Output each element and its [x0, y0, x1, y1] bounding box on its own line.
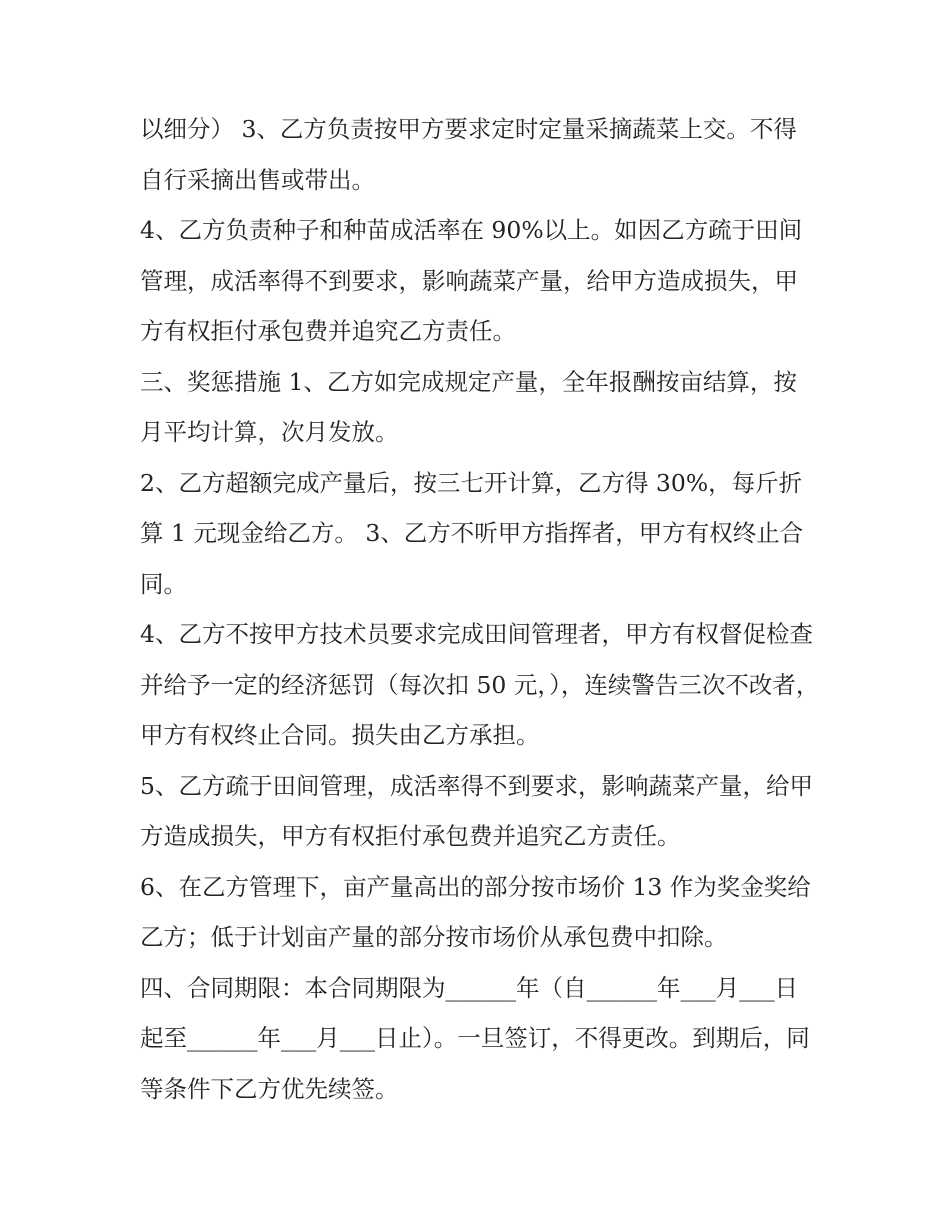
document-body [140, 104, 820, 1114]
paragraph-6: 5、乙方疏于田间管理，成活率得不到要求，影响蔬菜产量，给甲方造成损失，甲方有权拒付承包费并追究乙方责任。 [140, 771, 813, 850]
paragraph-2: 4、乙方负责种子和种苗成活率在 90%以上。如因乙方疏于田间管理，成活率得不到要求，影响蔬菜产量，给甲方造成损失，甲方有权拒付承包费并追究乙方责任。 [140, 216, 803, 345]
paragraph-5: 4、乙方不按甲方技术员要求完成田间管理者，甲方有权督促检查并给予一定的经济惩罚（每次扣 50 元，），连续警告三次不改者，甲方有权终止合同。损失由乙方承担。 [140, 620, 820, 749]
paragraph-7: 6、在乙方管理下，亩产量高出的部分按市场价 13 作为奖金奖给乙方；低于计划亩产量的部分按市场价从承包费中扣除。 [140, 872, 811, 951]
paragraph-4: 2、乙方超额完成产量后，按三七开计算，乙方得 30%，每斤折算 1 元现金给乙方。 3、乙方不听甲方指挥者，甲方有权终止合同。 [140, 468, 804, 598]
paragraph-3: 三、奖惩措施 1、乙方如完成规定产量，全年报酬按亩结算，按月平均计算，次月发放。 [140, 367, 797, 446]
paragraph-1: 以细分） 3、乙方负责按甲方要求定时定量采摘蔬菜上交。不得自行采摘出售或带出。 [140, 115, 797, 194]
paragraph-8: 四、合同期限：本合同期限为______年（自______年___月___日起至______年___月___日止）。一旦签订，不得更改。到期后，同等条件下乙方优先续签。 [140, 973, 810, 1103]
